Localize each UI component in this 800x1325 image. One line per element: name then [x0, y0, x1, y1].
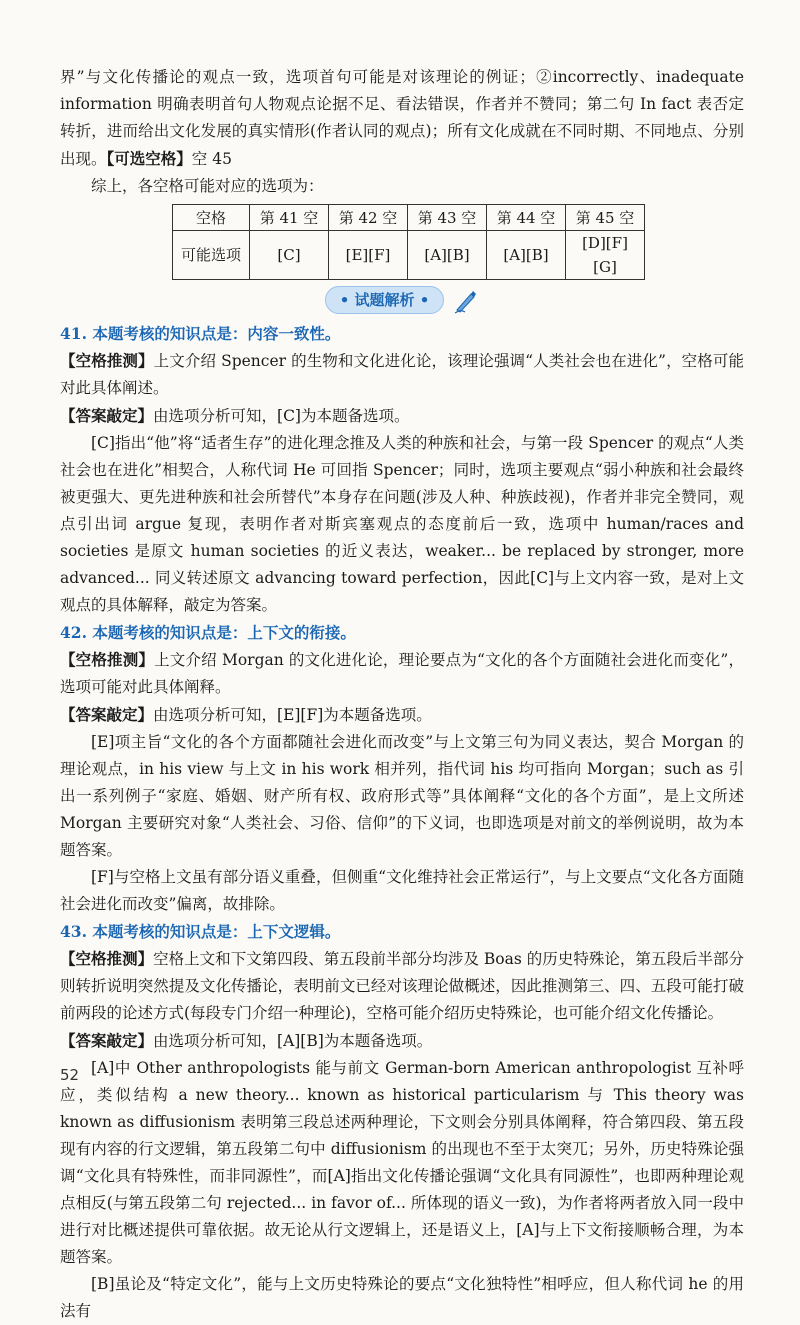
q42-inference: 【空格推测】上文介绍 Morgan 的文化进化论，理论要点为“文化的各个方面随社会进化而变化”，选项可能对此具体阐释。 [60, 650, 744, 696]
table-row: 空格 第 41 空 第 42 空 第 43 空 第 44 空 第 45 空 [173, 205, 645, 231]
q43-explanation-a: [A]中 Other anthropologists 能与前文 German-born American anthropologist 互补呼应，类似结构 a new theory... known as historical particularism 与 This theory was known as diffusionism 表明第三段总述两种理论，下文则会分别具体阐释，符合第四段、第五段现有内容的行文逻辑，第五段第二句中 diffusionism 的出现也不至于太突兀；另外，历史特殊论强调“文化具有特殊性，而非同源性”，而[A]指出文化传播论强调“文化具有同源性”，也即两种理论观点相反(与第五段第二句 rejected... in favor of... 所体现的语义一致)，为作者将两者放入同一段中进行对比概述提供可靠依据。故无论从行文逻辑上，还是语义上，[A]与上下文衔接顺畅合理，为本题答案。 [60, 1059, 744, 1266]
q43-inference: 【空格推测】空格上文和下文第四段、第五段前半部分均涉及 Boas 的历史特殊论，第五段后半部分则转折说明突然提及文化传播论，表明前文已经对该理论做概述，因此推测第三、四、五段可能打破前两段的论述方式(每段专门介绍一种理论)，空格可能介绍历史特殊论，也可能介绍文化传播论。 [60, 949, 744, 1022]
table-row: 可能选项 [C] [E][F] [A][B] [A][B] [D][F][G] [173, 231, 645, 280]
selectable-blank-tag: 【可选空格】 [106, 149, 192, 168]
q41-heading: 41. 本题考核的知识点是：内容一致性。 [60, 324, 341, 343]
q42-answer: 【答案敲定】由选项分析可知，[E][F]为本题备选项。 [60, 705, 432, 724]
q43-answer: 【答案敲定】由选项分析可知，[A][B]为本题备选项。 [60, 1031, 433, 1050]
pen-icon [453, 288, 479, 314]
q42-heading: 42. 本题考核的知识点是：上下文的衔接。 [60, 623, 356, 642]
q42-explanation-e: [E]项主旨“文化的各个方面都随社会进化而改变”与上文第三句为同义表达，契合 Morgan 的理论观点，in his view 与上文 in his work 相并列，指代词 his 均可指向 Morgan；such as 引出一系列例子“家庭、婚姻、财产所有权、政府形式等”具体阐释“文化的各个方面”，是上文所述 Morgan 主要研究对象“人类社会、习俗、信仰”的下义词，也即选项是对前文的举例说明，故为本题答案。 [60, 733, 744, 859]
page-body [60, 64, 744, 1325]
options-table [172, 204, 645, 280]
q41-explanation: [C]指出“他”将“适者生存”的进化理念推及人类的种族和社会，与第一段 Spencer 的观点“人类社会也在进化”相契合，人称代词 He 可回指 Spencer；同时，选项主要观点“弱小种族和社会最终被更强大、更先进种族和社会所替代”本身存在问题(涉及人种、种族歧视)，作者并非完全赞同，观点引出词 argue 复现，表明作者对斯宾塞观点的态度前后一致，选项中 human/races and societies 是原文 human societies 的近义表达，weaker... be replaced by stronger, more advanced... 同义转述原文 advancing toward perfection，因此[C]与上文内容一致，是对上文观点的具体解释，敲定为答案。 [60, 434, 744, 614]
q43-explanation-b: [B]虽论及“特定文化”，能与上文历史特殊论的要点“文化独特性”相呼应，但人称代词 he 的用法有 [60, 1275, 744, 1320]
section-banner [60, 286, 744, 316]
q42-explanation-f: [F]与空格上文虽有部分语义重叠，但侧重“文化维持社会正常运行”，与上文要点“文化各方面随社会进化而改变”偏离，故排除。 [60, 868, 744, 913]
page-number: 52 [60, 1066, 80, 1084]
analysis-title: • 试题解析 • [325, 286, 445, 314]
q43-heading: 43. 本题考核的知识点是：上下文逻辑。 [60, 922, 341, 941]
summary-line: 综上，各空格可能对应的选项为： [91, 177, 324, 195]
q41-inference: 【空格推测】上文介绍 Spencer 的生物和文化进化论，该理论强调“人类社会也在进化”，空格可能对此具体阐述。 [60, 351, 744, 397]
q41-answer: 【答案敲定】由选项分析可知，[C]为本题备选项。 [60, 406, 410, 425]
intro-paragraph: 界”与文化传播论的观点一致，选项首句可能是对该理论的例证；②incorrectly、inadequate information 明确表明首句人物观点论据不足、看法错误，作者并不赞同；第二句 In fact 表否定转折，进而给出文化发展的真实情形(作者认同的观点)；所有文化成就在不同时期、不同地点、分别出现。【可选空格】空 45 [60, 68, 744, 168]
